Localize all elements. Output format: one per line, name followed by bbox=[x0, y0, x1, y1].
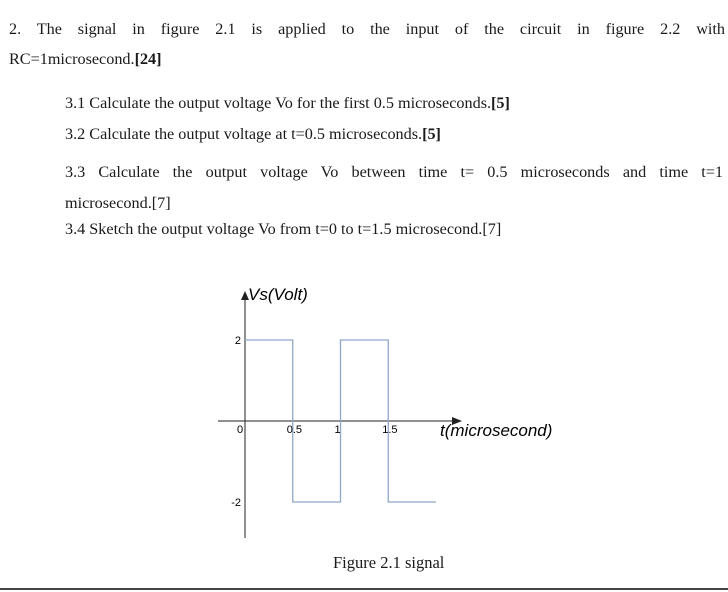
x-tick-label-1.5: 1.5 bbox=[382, 424, 398, 436]
subquestion-marks: [5] bbox=[491, 94, 510, 112]
subquestion-3-4 bbox=[65, 220, 501, 239]
y-tick-label-neg2: -2 bbox=[231, 497, 241, 509]
question-text bbox=[9, 14, 725, 74]
subquestion-text: 3.4 Sketch the output voltage Vo from t=0 to t=1.5 microsecond. bbox=[65, 220, 483, 238]
y-tick-label-2: 2 bbox=[234, 335, 241, 347]
x-axis-label: t(microsecond) bbox=[440, 421, 553, 440]
x-tick-label-0: 0 bbox=[237, 424, 244, 436]
page-divider bbox=[0, 588, 728, 590]
x-tick-label-1: 1 bbox=[334, 424, 341, 436]
x-tick-label-0.5: 0.5 bbox=[286, 424, 303, 436]
subquestion-marks: [7] bbox=[482, 220, 502, 238]
subquestion-text-line-2: microsecond. bbox=[65, 194, 152, 212]
question-rc-text: RC=1microsecond. bbox=[9, 50, 135, 68]
subquestion-text-line-1: 3.3 Calculate the output voltage Vo between time t= 0.5 microseconds and time t=1 bbox=[65, 163, 723, 181]
subquestion-3-3 bbox=[65, 157, 723, 219]
signal-figure bbox=[0, 270, 728, 570]
subquestion-3-2 bbox=[65, 125, 441, 144]
y-axis-label: Vs(Volt) bbox=[248, 285, 308, 304]
subquestion-text: 3.2 Calculate the output voltage at t=0.5 microseconds. bbox=[65, 125, 423, 143]
subquestion-marks: [5] bbox=[422, 125, 441, 143]
subquestion-text: 3.1 Calculate the output voltage Vo for the first 0.5 microseconds. bbox=[65, 94, 492, 112]
question-line-1: 2. The signal in figure 2.1 is applied to the input of the circuit in figure 2.2 with bbox=[9, 20, 725, 38]
question-marks: [24] bbox=[134, 50, 162, 68]
figure-caption: Figure 2.1 signal bbox=[333, 553, 445, 572]
subquestion-3-1 bbox=[65, 94, 510, 113]
question-line-2 bbox=[9, 44, 725, 74]
subquestion-marks: [7] bbox=[151, 194, 171, 212]
